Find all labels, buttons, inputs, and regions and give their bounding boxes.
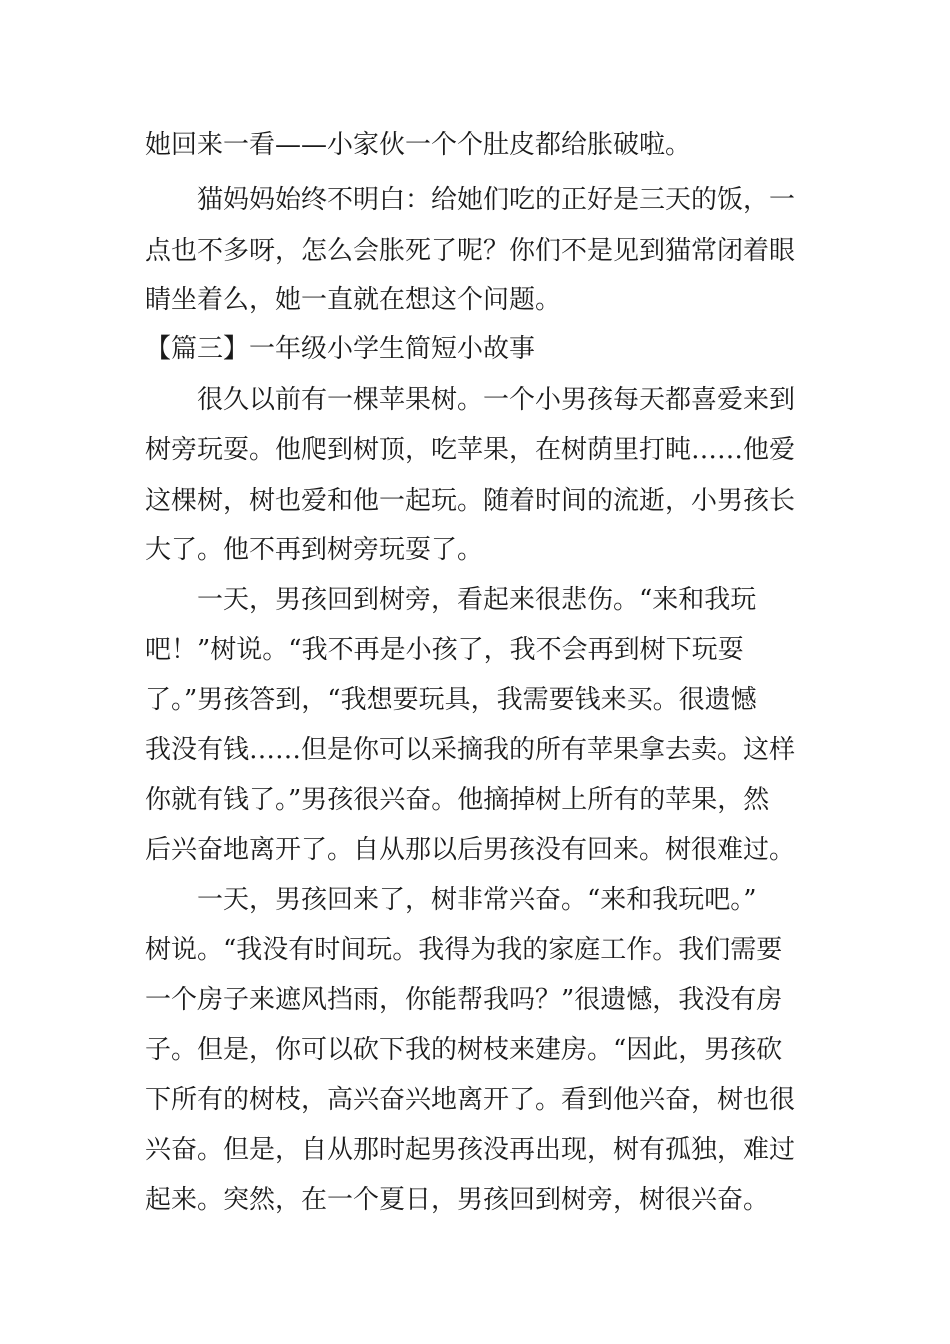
paragraph-line: 下所有的树枝，高兴奋兴地离开了。看到他兴奋，树也很 (145, 1085, 796, 1115)
paragraph-line: 点也不多呀，怎么会胀死了呢？你们不是见到猫常闭着眼 (145, 236, 796, 266)
paragraph-line: 我没有钱……但是你可以采摘我的所有苹果拿去卖。这样 (145, 735, 796, 765)
paragraph-line: 她回来一看——小家伙一个个肚皮都给胀破啦。 (145, 130, 692, 160)
paragraph-line: 子。但是，你可以砍下我的树枝来建房。“因此，男孩砍 (145, 1035, 783, 1065)
paragraph-line: 兴奋。但是，自从那时起男孩没再出现，树有孤独，难过 (145, 1135, 796, 1165)
section-heading: 【篇三】一年级小学生简短小故事 (145, 334, 536, 364)
paragraph-line: 树旁玩耍。他爬到树顶，吃苹果，在树荫里打盹……他爱 (145, 435, 796, 465)
paragraph-line: 一个房子来遮风挡雨，你能帮我吗？”很遗憾，我没有房 (145, 985, 783, 1015)
paragraph-line: 睛坐着么，她一直就在想这个问题。 (145, 285, 562, 315)
paragraph-line: 这棵树，树也爱和他一起玩。随着时间的流逝，小男孩长 (145, 486, 796, 516)
paragraph-line: 你就有钱了。”男孩很兴奋。他摘掉树上所有的苹果，然 (145, 785, 770, 815)
paragraph-line: 猫妈妈始终不明白：给她们吃的正好是三天的饭，一 (197, 185, 796, 215)
paragraph-line: 一天，男孩回来了，树非常兴奋。“来和我玩吧。” (197, 885, 757, 915)
paragraph-line: 后兴奋地离开了。自从那以后男孩没有回来。树很难过。 (145, 835, 796, 865)
paragraph-line: 吧！”树说。“我不再是小孩了，我不会再到树下玩耍 (145, 635, 744, 665)
paragraph-line: 大了。他不再到树旁玩耍了。 (145, 535, 484, 565)
paragraph-line: 起来。突然，在一个夏日，男孩回到树旁，树很兴奋。 (145, 1185, 770, 1215)
paragraph-line: 了。”男孩答到，“我想要玩具，我需要钱来买。很遗憾 (145, 685, 757, 715)
paragraph-line: 一天，男孩回到树旁，看起来很悲伤。“来和我玩 (197, 585, 757, 615)
paragraph-line: 很久以前有一棵苹果树。一个小男孩每天都喜爱来到 (197, 385, 796, 415)
paragraph-line: 树说。“我没有时间玩。我得为我的家庭工作。我们需要 (145, 935, 783, 965)
